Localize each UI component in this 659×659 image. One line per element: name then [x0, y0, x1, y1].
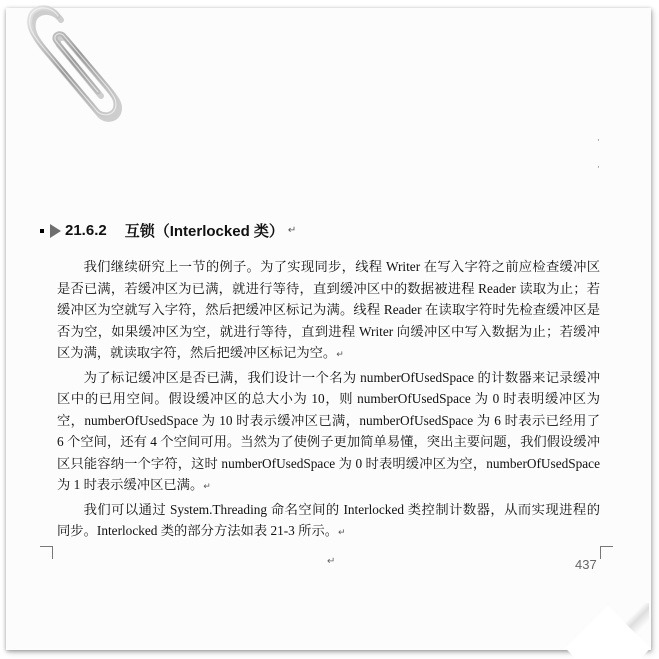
paragraph-text: 为了标记缓冲区是否已满，我们设计一个名为 numberOfUsedSpace 的计数器来记录缓冲区中的已用空间。假设缓冲区的总大小为 10，则 numberOfUsedSpace 为 0 时表明缓冲区为空，numberOfUsedSpace 为 10 时表示缓冲区已满，numberOfUsedSpace 为 6 时表示已经用了 6 个空间，还有 4 个空间可用。当然为了使例子更加简单易懂，突出主要问题，我们假设缓冲区只能容纳一个字符，这时 numberOfUsedSpace 为 0 时表明缓冲区为空，numberOfUsedSpace 为 1 时表示缓冲区已满。: [57, 369, 600, 492]
crop-mark-left: [40, 546, 53, 559]
paper-clip-icon: [18, 2, 128, 122]
paragraph-mark: ↵: [327, 556, 336, 567]
page-number: 437: [575, 557, 597, 572]
paragraph-mark: ↵: [203, 482, 211, 492]
paragraph-text: 我们继续研究上一节的例子。为了实现同步，线程 Writer 在写入字符之前应检查缓冲区是否已满，若缓冲区为已满，就进行等待，直到缓冲区中的数据被进程 Reader 读取为止；若缓冲区为空就写入字符，然后把缓冲区标记为满。线程 Reader 在读取字符时先检查缓冲区是否为空，如果缓冲区为空，就进行等待，直到进程 Writer 向缓冲区中写入数据为止；若缓冲区为满，就读取字符，然后把缓冲区标记为空。: [57, 259, 600, 360]
crop-mark-right: [600, 546, 613, 559]
margin-mark: ·: [597, 136, 600, 146]
bullet-dot: [40, 229, 44, 233]
triangle-bullet-icon: [50, 224, 61, 238]
paragraph-mark: ↵: [336, 350, 344, 360]
paragraph-mark: ↵: [287, 225, 297, 236]
paragraph-text: 我们可以通过 System.Threading 命名空间的 Interlocked 类控制计数器，从而实现进程的同步。Interlocked 类的部分方法如表 21-3 所示。: [57, 501, 600, 538]
section-heading: [40, 220, 619, 241]
paragraph: [57, 499, 600, 545]
paragraph: [57, 256, 600, 367]
margin-mark: ·: [597, 163, 600, 173]
paragraph: [57, 367, 600, 499]
section-title: 互锁（Interlocked 类）: [124, 223, 284, 240]
paragraph-mark: ↵: [338, 528, 346, 538]
section-number: 21.6.2: [65, 222, 107, 239]
body-text: [57, 256, 600, 545]
